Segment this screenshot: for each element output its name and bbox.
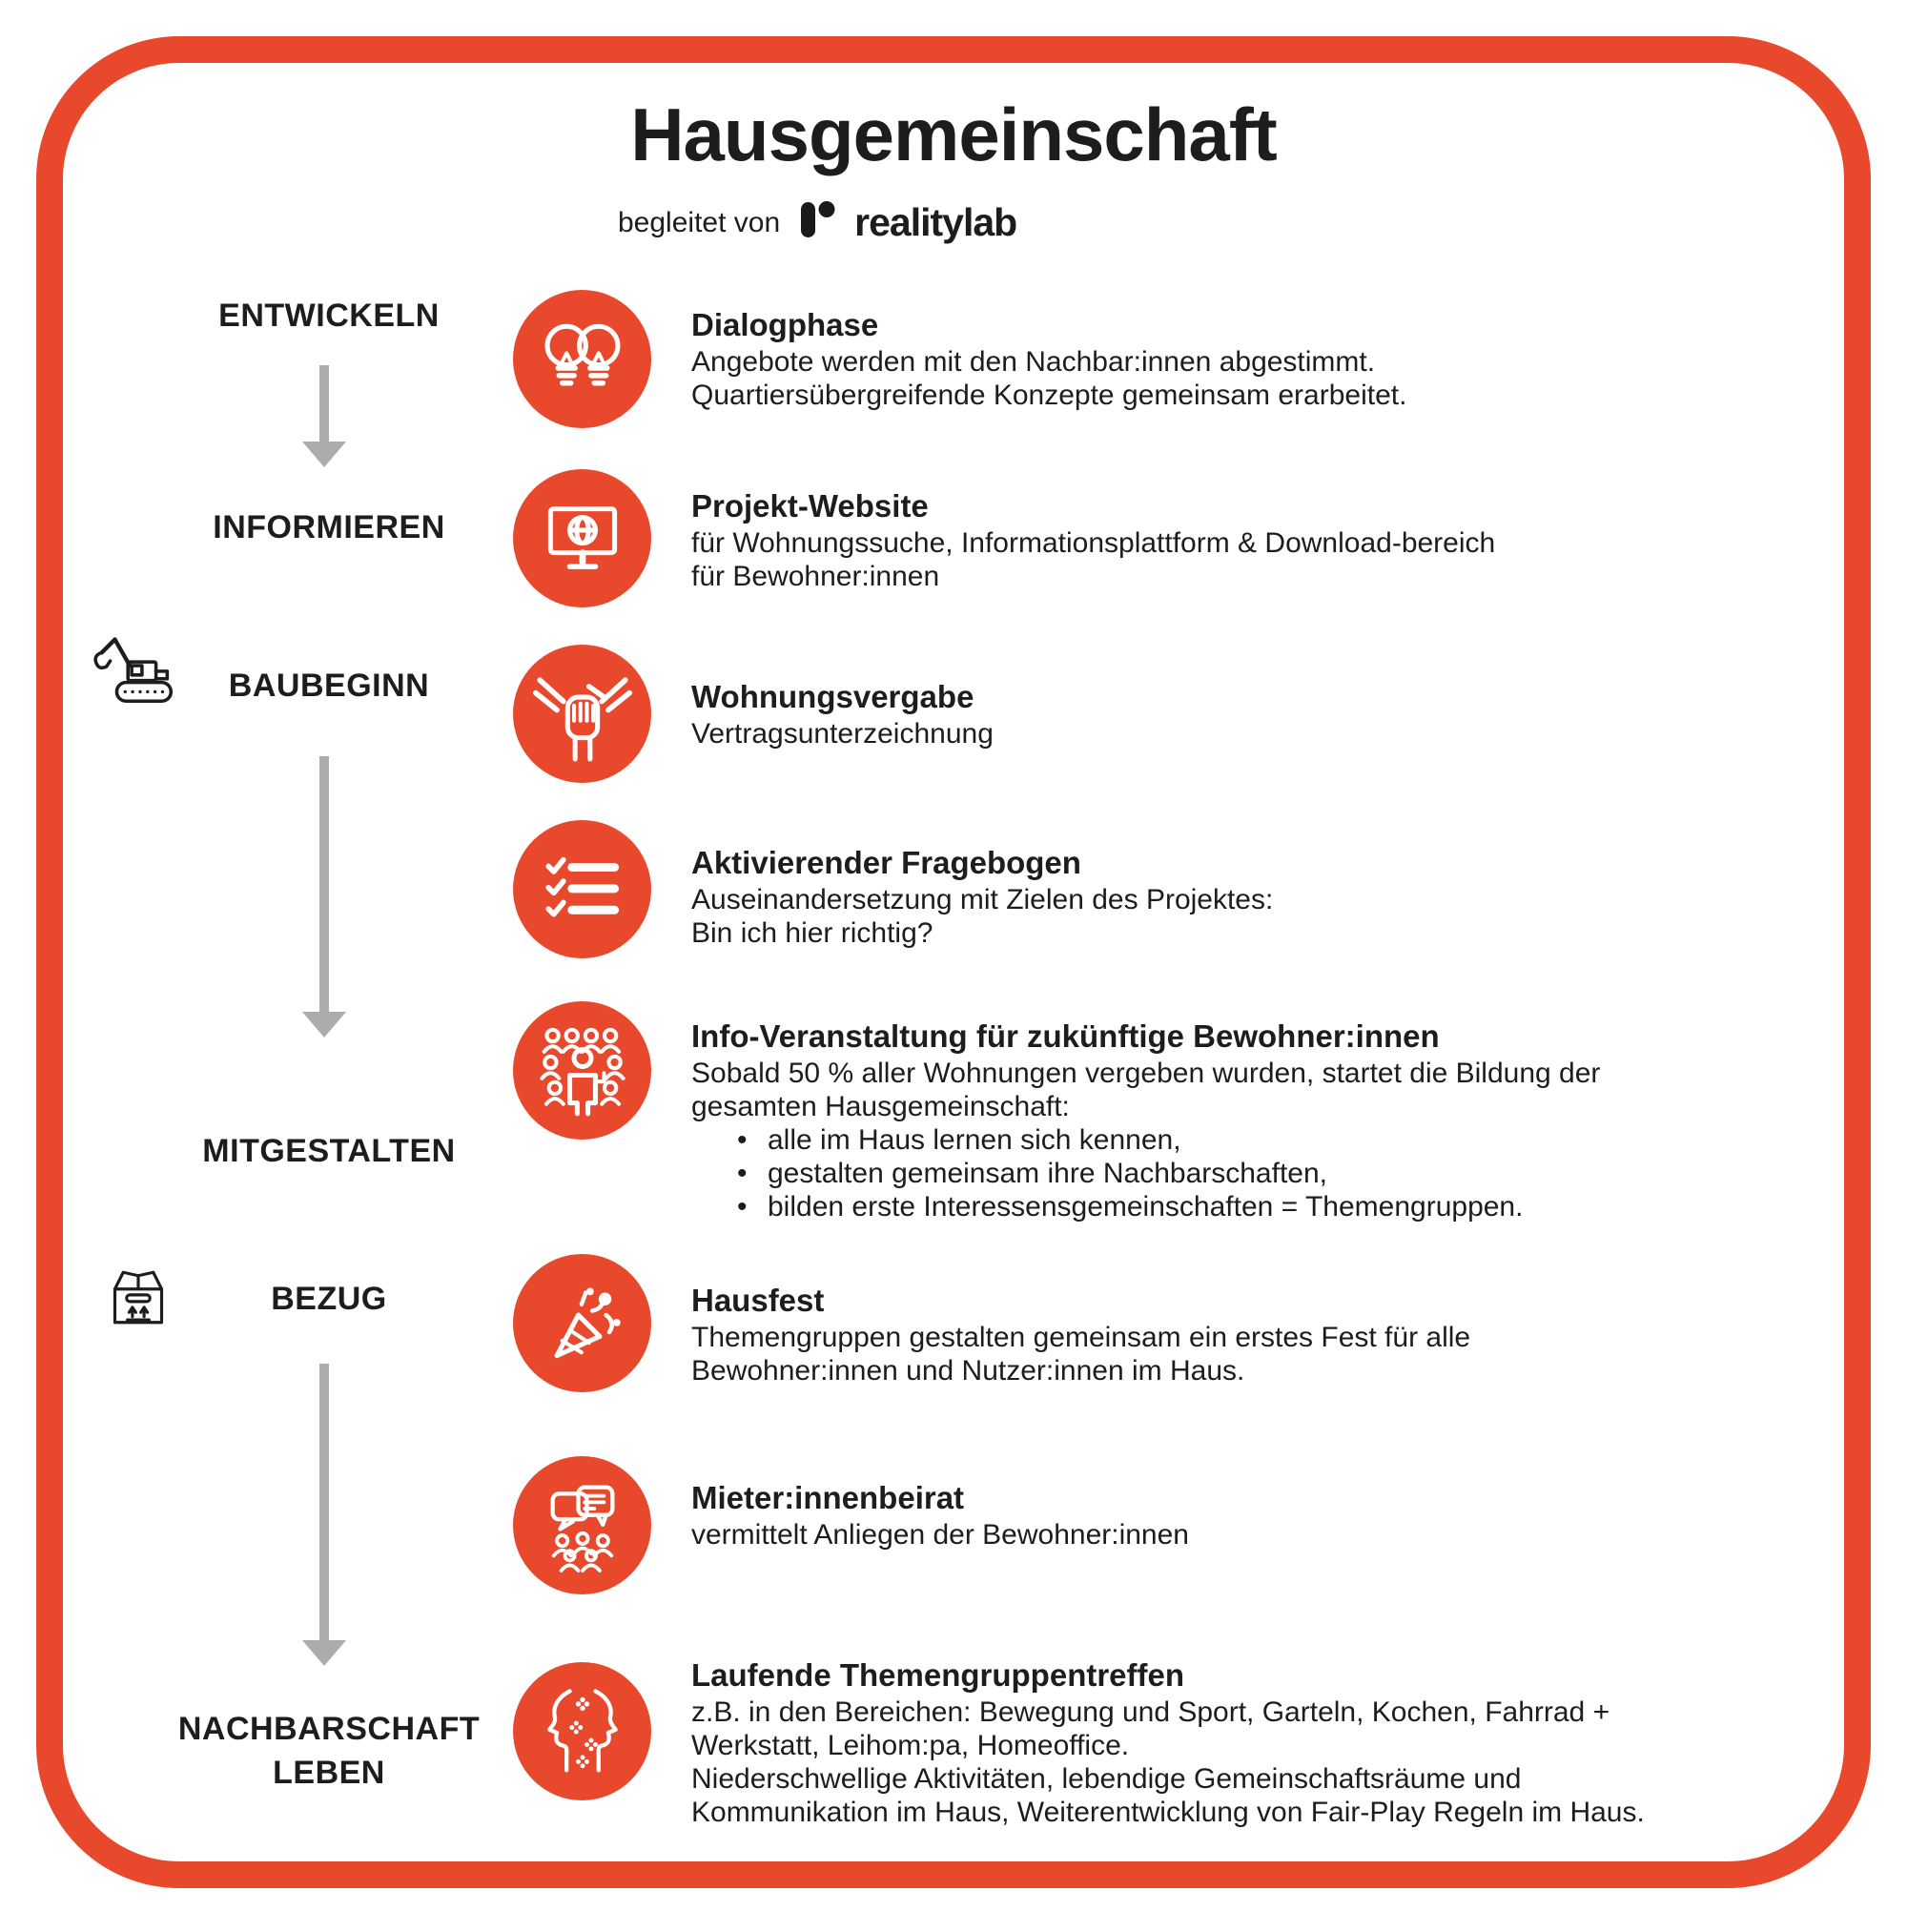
- row-text-line: vermittelt Anliegen der Bewohner:innen: [691, 1519, 1189, 1551]
- checklist-icon: [529, 836, 636, 943]
- realitylab-logo-mark: [795, 196, 839, 249]
- row-title: Mieter:innenbeirat: [691, 1480, 965, 1515]
- row-icon-circle: [513, 1001, 651, 1140]
- row-projekt-website: [691, 488, 1883, 593]
- bullet-text: gestalten gemeinsam ihre Nachbarschaften,: [768, 1158, 1327, 1189]
- row-icon-circle: [513, 1254, 651, 1392]
- bullet-dot: •: [737, 1191, 748, 1223]
- row-title: Hausfest: [691, 1283, 825, 1318]
- row-text-line: Angebote werden mit den Nachbar:innen abgestimmt.: [691, 346, 1376, 378]
- row-wohnungsvergabe: [691, 679, 1883, 750]
- subtitle: [618, 196, 1016, 249]
- row-icon-circle: [513, 1456, 651, 1594]
- row-title: Laufende Themengruppentreffen: [691, 1657, 1185, 1693]
- row-text-line: Vertragsunterzeichnung: [691, 718, 994, 750]
- phase-label-line: NACHBARSCHAFT: [177, 1711, 481, 1747]
- monitor-globe-icon: [529, 485, 636, 592]
- row-icon-circle: [513, 820, 651, 958]
- row-text-line: Sobald 50 % aller Wohnungen vergeben wurden, startet die Bildung der: [691, 1058, 1601, 1089]
- row-hausfest: [691, 1283, 1883, 1387]
- row-themengruppentreffen: [691, 1657, 1883, 1829]
- bullet-dot: •: [737, 1124, 748, 1156]
- row-info-veranstaltung: [691, 1018, 1883, 1223]
- row-text-line: für Wohnungssuche, Informationsplattform & Download-bereich: [691, 527, 1496, 559]
- bullet-text: bilden erste Interessensgemeinschaften = Themengruppen.: [768, 1191, 1524, 1223]
- row-text-line: Werkstatt, Leihom:pa, Homeoffice.: [691, 1730, 1130, 1761]
- list-item: [691, 1190, 1883, 1223]
- phase-mitgestalten: MITGESTALTEN: [202, 1133, 456, 1169]
- crowd-icon: [529, 1017, 636, 1124]
- list-item: [691, 1123, 1883, 1157]
- phase-label-line: LEBEN: [273, 1755, 385, 1791]
- phase-nachbarschaft-leben: [133, 1707, 524, 1795]
- list-item: [691, 1157, 1883, 1190]
- row-text-line: Quartiersübergreifende Konzepte gemeinsam erarbeitet.: [691, 380, 1407, 411]
- row-icon-circle: [513, 290, 651, 428]
- row-title: Dialogphase: [691, 307, 879, 342]
- page-title: Hausgemeinschaft: [630, 92, 1277, 176]
- phase-informieren: INFORMIEREN: [213, 509, 445, 545]
- row-text-line: gesamten Hausgemeinschaft:: [691, 1091, 1070, 1122]
- hands-stack-icon: [529, 661, 636, 768]
- phase-entwickeln: ENTWICKELN: [218, 298, 440, 334]
- row-text-line: Bin ich hier richtig?: [691, 917, 933, 949]
- row-text-line: Themengruppen gestalten gemeinsam ein erstes Fest für alle: [691, 1322, 1471, 1353]
- brand-name: realitylab: [854, 200, 1017, 244]
- row-mieterbeirat: [691, 1480, 1883, 1552]
- lightbulbs-icon: [529, 306, 636, 413]
- row-text-line: z.B. in den Bereichen: Bewegung und Sport, Garteln, Kochen, Fahrrad +: [691, 1696, 1610, 1728]
- row-text-line: Kommunikation im Haus, Weiterentwicklung von Fair-Play Regeln im Haus.: [691, 1797, 1645, 1828]
- row-text-line: für Bewohner:innen: [691, 561, 940, 592]
- row-text-line: Auseinandersetzung mit Zielen des Projektes:: [691, 884, 1274, 915]
- phase-baubeginn: BAUBEGINN: [228, 668, 430, 704]
- row-title: Projekt-Website: [691, 488, 929, 524]
- row-text-line: Niederschwellige Aktivitäten, lebendige Gemeinschaftsräume und: [691, 1763, 1522, 1795]
- row-title: Info-Veranstaltung für zukünftige Bewohner:innen: [691, 1018, 1440, 1054]
- party-popper-icon: [529, 1270, 636, 1377]
- profiles-exchange-icon: [529, 1678, 636, 1785]
- bullet-dot: •: [737, 1158, 748, 1189]
- row-title: Aktivierender Fragebogen: [691, 845, 1081, 880]
- row-icon-circle: [513, 645, 651, 783]
- subtitle-prefix: begleitet von: [618, 206, 781, 238]
- row-title: Wohnungsvergabe: [691, 679, 974, 714]
- phase-bezug: BEZUG: [271, 1281, 387, 1317]
- row-text-line: Bewohner:innen und Nutzer:innen im Haus.: [691, 1355, 1245, 1387]
- council-speech-bubbles-icon: [529, 1472, 636, 1579]
- row-icon-circle: [513, 1662, 651, 1800]
- bullet-text: alle im Haus lernen sich kennen,: [768, 1124, 1181, 1156]
- row-fragebogen: [691, 845, 1883, 950]
- row-icon-circle: [513, 469, 651, 607]
- row-dialogphase: [691, 307, 1883, 412]
